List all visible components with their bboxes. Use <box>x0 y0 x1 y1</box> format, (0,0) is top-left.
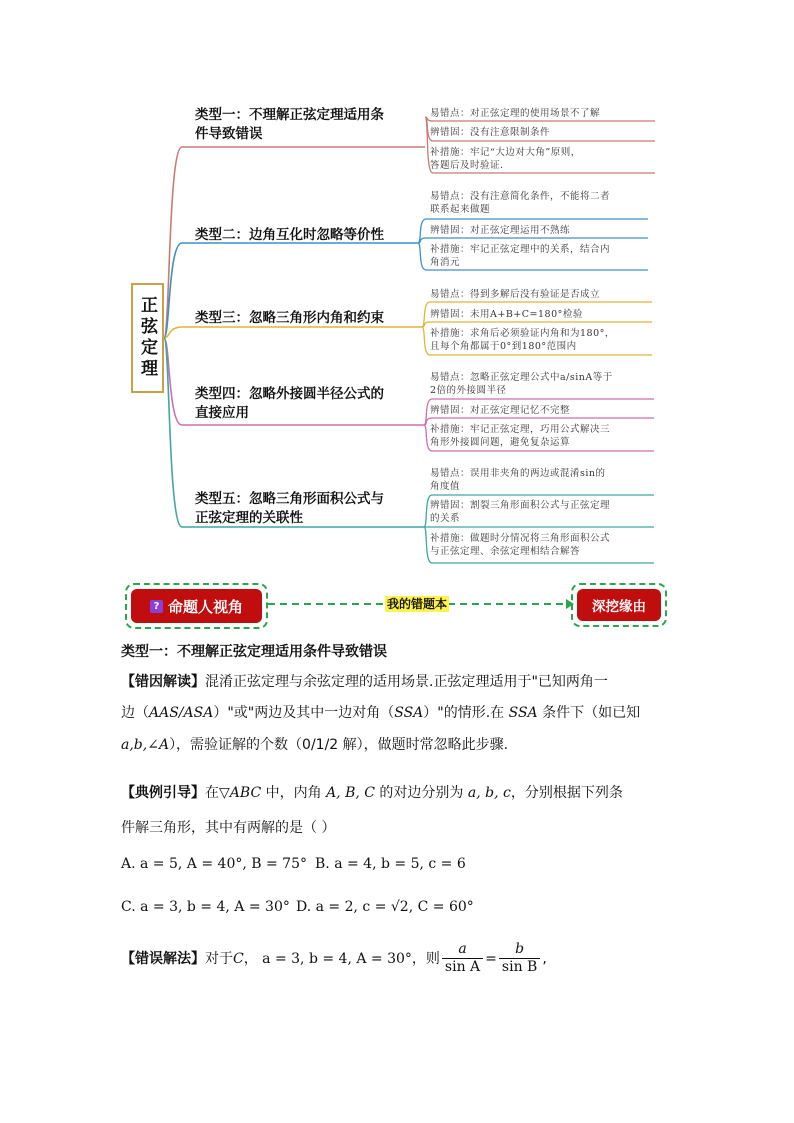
fraction-1-numerator: a <box>442 941 483 959</box>
leaf-line: 易错点：得到多解后没有验证是否成立 <box>430 289 601 300</box>
mindmap-leaf-4-3 <box>430 423 610 449</box>
example-line-2: 件解三角形，其中有两解的是（ ） <box>121 820 336 836</box>
leaf-line: 答题后及时验证. <box>430 160 504 171</box>
branch-title-line: 正弦定理的关联性 <box>195 510 303 526</box>
example-tag: 【典例引导】 <box>121 785 205 801</box>
leaf-line: 辨错固：没有注意限制条件 <box>430 127 551 138</box>
mindmap-branch-title-4 <box>195 385 384 423</box>
fraction-a-over-sinA <box>442 941 483 976</box>
math-c-option: C <box>233 950 244 967</box>
mindmap-branch-title-3 <box>195 309 384 328</box>
leaf-line: 辨错固：未用A+B+C=180°检验 <box>430 309 583 320</box>
leaf-line: 补措施：牢记正弦定理，巧用公式解决三 <box>430 424 611 435</box>
math-abc-sides: a, b, c <box>467 785 511 801</box>
leaf-line: 补措施：求角后必须验证内角和为180°， <box>430 328 615 339</box>
wrong-solution-line <box>121 941 547 976</box>
branch-title-line: 类型三：忽略三角形内角和约束 <box>195 310 384 326</box>
mindmap-leaf-1-1 <box>430 107 600 120</box>
mindmap-leaf-3-1 <box>430 288 600 301</box>
example-text-1b: 中，内角 <box>261 785 327 801</box>
wrong-solution-tag: 【错误解法】 <box>121 950 205 967</box>
error-cause-text-3: ），需验证解的个数（0/1/2 解），做题时常忽略此步骤. <box>169 737 509 753</box>
wrong-text-b: ， a = 3, b = 4, A = 30°，则 <box>243 950 440 967</box>
leaf-line: 的关系 <box>430 513 461 524</box>
math-ABC-angles: A, B, C <box>326 785 375 801</box>
example-line-1 <box>121 783 623 803</box>
error-cause-text-1: 混淆正弦定理与余弦定理的适用场景.正弦定理适用于"已知两角一 <box>205 674 608 690</box>
leaf-line: 补措施：做题时分情况将三角形面积公式 <box>430 533 611 544</box>
error-cause-line-2 <box>121 703 640 723</box>
leaf-line: 易错点：忽略正弦定理公式中a/sinA等于 <box>430 372 613 383</box>
section-heading: 类型一：不理解正弦定理适用条件导致错误 <box>121 644 387 660</box>
math-abc-triangle: ABC <box>229 785 262 801</box>
leaf-line: 易错点：没有注意简化条件，不能将二者 <box>430 191 611 202</box>
math-ssa: SSA <box>394 705 424 721</box>
leaf-line: 与正弦定理、余弦定理相结合解答 <box>430 546 581 557</box>
mindmap-leaf-5-1 <box>430 467 606 493</box>
error-cause-text-2a: 边（ <box>121 705 149 721</box>
leaf-line: 角度值 <box>430 481 461 492</box>
leaf-line: 联系起来做题 <box>430 204 491 215</box>
example-text-1c: 的对边分别为 <box>374 785 468 801</box>
math-ssa-2: SSA <box>508 705 538 721</box>
branch-title-line: 类型一：不理解正弦定理适用条 <box>195 107 384 123</box>
mindmap-leaf-5-2 <box>430 499 610 525</box>
equals-sign: = <box>485 950 497 967</box>
mindmap-leaf-1-3 <box>430 146 581 172</box>
error-cause-line-3 <box>121 735 508 755</box>
leaf-line: 辨错固：割裂三角形面积公式与正弦定理 <box>430 500 611 511</box>
fraction-2-numerator: b <box>499 941 540 959</box>
option-b: B. a = 4, b = 5, c = 6 <box>315 856 466 872</box>
mindmap-branch-title-5 <box>195 490 384 528</box>
dig-reason-banner <box>571 583 667 627</box>
leaf-line: 辨错固：对正弦定理记忆不完整 <box>430 405 571 416</box>
mindmap-leaf-5-3 <box>430 532 610 558</box>
option-c: C. a = 3, b = 4, A = 30° <box>121 899 290 915</box>
mindmap-leaf-4-2 <box>430 404 570 417</box>
mistake-book-label: 我的错题本 <box>387 597 448 611</box>
mindmap-root-label: 正弦定理 <box>137 296 157 380</box>
leaf-line: 易错点：误用非夹角的两边或混淆sin的 <box>430 468 606 479</box>
error-cause-line-1 <box>121 672 608 692</box>
mindmap-branch-title-1 <box>195 106 384 144</box>
error-cause-text-2d: 条件下（如已知 <box>537 705 641 721</box>
mindmap-root <box>131 283 164 393</box>
mindmap-leaf-2-2 <box>430 224 570 237</box>
fraction-b-over-sinB <box>499 941 540 976</box>
branch-title-line: 类型二：边角互化时忽略等价性 <box>195 227 384 243</box>
branch-connector-3 <box>164 327 422 338</box>
leaf-line: 角消元 <box>430 257 461 268</box>
perspective-label: 命题人视角 <box>167 597 243 616</box>
option-a: A. a = 5, A = 40°, B = 75° <box>121 856 307 872</box>
dig-reason-label: 深挖缘由 <box>592 599 646 615</box>
branch-title-line: 类型四：忽略外接圆半径公式的 <box>195 386 384 402</box>
wrong-text-a: 对于 <box>205 950 233 967</box>
mindmap-leaf-2-1 <box>430 190 610 216</box>
option-d: D. a = 2, c = √2, C = 60° <box>296 899 474 915</box>
leaf-line: 且每个角都属于0°到180°范围内 <box>430 341 577 352</box>
leaf-line: 辨错固：对正弦定理运用不熟练 <box>430 225 571 236</box>
perspective-banner <box>125 583 268 629</box>
example-text-1d: ，分别根据下列条 <box>510 785 623 801</box>
leaf-line: 易错点：对正弦定理的使用场景不了解 <box>430 108 601 119</box>
branch-title-line: 类型五：忽略三角形面积公式与 <box>195 491 384 507</box>
fraction-1-denominator: sin A <box>444 959 481 975</box>
leaf-line: 补措施：牢记“大边对大角”原则， <box>430 147 581 158</box>
error-cause-text-2c: ）"的情形.在 <box>423 705 509 721</box>
mindmap-leaf-4-1 <box>430 371 613 397</box>
math-aas-asa: AAS/ASA <box>149 705 214 721</box>
mindmap-leaf-3-3 <box>430 327 615 353</box>
question-icon: ? <box>150 600 163 613</box>
branch-title-line: 件导致错误 <box>195 126 263 142</box>
fraction-2-denominator: sin B <box>501 959 538 975</box>
math-abA: a,b,∠A <box>121 737 170 753</box>
triangle-symbol: ▽ <box>219 785 230 801</box>
trailing-comma: , <box>542 950 547 967</box>
mindmap-leaf-3-2 <box>430 308 583 321</box>
example-text-1a: 在 <box>205 785 219 801</box>
error-cause-tag: 【错因解读】 <box>121 674 205 690</box>
leaf-line: 补措施：牢记正弦定理中的关系，结合内 <box>430 244 611 255</box>
mindmap-leaf-2-3 <box>430 243 610 269</box>
leaf-line: 2倍的外接圆半径 <box>430 385 507 396</box>
error-cause-text-2b: ）"或"两边及其中一边对角（ <box>213 705 395 721</box>
branch-title-line: 直接应用 <box>195 405 249 421</box>
mindmap-leaf-1-2 <box>430 126 550 139</box>
leaf-line: 角形外接圆问题，避免复杂运算 <box>430 437 571 448</box>
mindmap-branch-title-2 <box>195 226 384 245</box>
